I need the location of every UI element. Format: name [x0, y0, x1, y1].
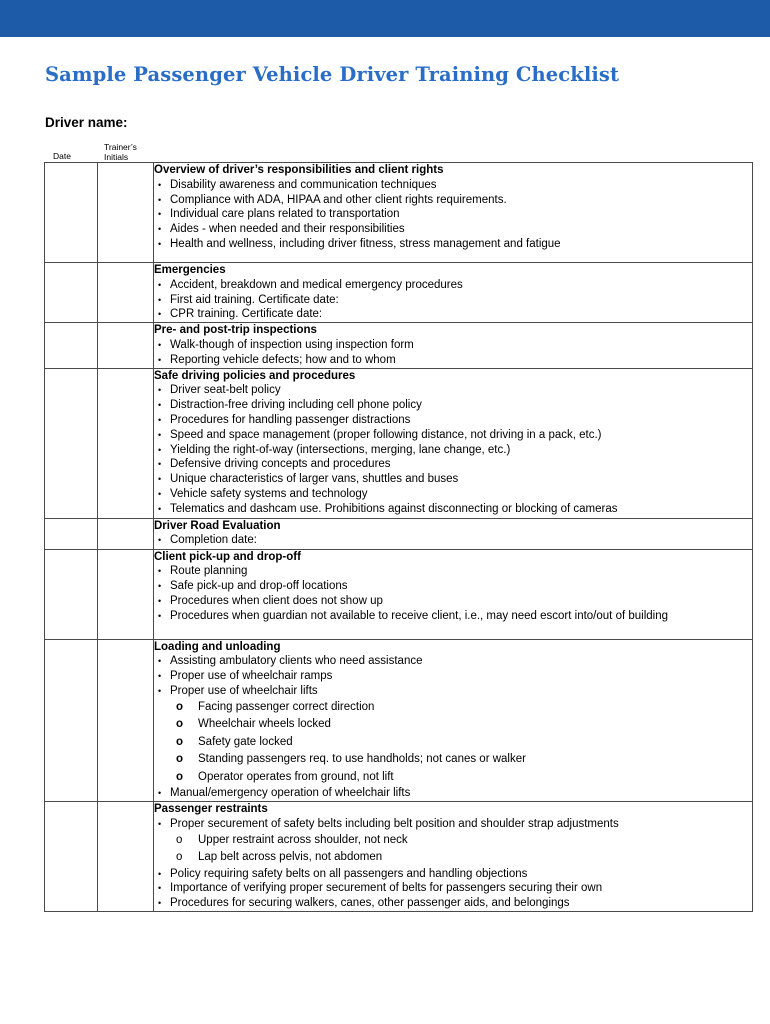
bullet-icon: •: [158, 503, 162, 514]
bullet-icon: •: [158, 194, 162, 205]
circle-bullet-icon: o: [176, 753, 184, 766]
date-cell[interactable]: [45, 323, 98, 368]
bullet-icon: •: [158, 414, 162, 425]
item-list: [154, 178, 752, 252]
section-title: Loading and unloading: [154, 640, 281, 653]
initials-cell[interactable]: [98, 323, 154, 368]
bullet-icon: •: [158, 294, 162, 305]
date-cell[interactable]: [45, 639, 98, 801]
section-row-emergencies: [45, 263, 753, 323]
section-title: Pre- and post-trip inspections: [154, 324, 317, 337]
bullet-icon: •: [158, 179, 162, 190]
section-row-road-evaluation: [45, 518, 753, 549]
checklist-item: • Driver seat-belt policy: [158, 384, 281, 397]
bullet-icon: •: [158, 385, 162, 396]
section-row-overview: [45, 163, 753, 263]
checklist-item: • Assisting ambulatory clients who need assistance: [158, 655, 423, 668]
top-banner: [0, 0, 770, 37]
sub-item-list: [154, 832, 752, 867]
item-list: [154, 278, 752, 322]
checklist-item: • Importance of verifying proper securement of belts for passengers securing their own: [158, 882, 603, 895]
bullet-icon: •: [158, 400, 162, 411]
date-column-header: Date: [53, 151, 71, 161]
section-content: [154, 323, 753, 368]
checklist-subitem: o Standing passengers req. to use handholds; not canes or walker: [154, 751, 752, 769]
bullet-icon: •: [158, 535, 162, 546]
trainer-header-line2: Initials: [104, 151, 129, 162]
initials-cell[interactable]: [98, 368, 154, 518]
sub-item-list: [154, 699, 752, 787]
bullet-icon: •: [158, 868, 162, 879]
initials-cell[interactable]: [98, 639, 154, 801]
initials-cell[interactable]: [98, 518, 154, 549]
bullet-icon: •: [158, 685, 162, 696]
date-cell[interactable]: [45, 368, 98, 518]
date-cell[interactable]: [45, 549, 98, 639]
bullet-icon: •: [158, 488, 162, 499]
checklist-subitem: o Wheelchair wheels locked: [154, 716, 752, 734]
bullet-icon: •: [158, 898, 162, 909]
circle-bullet-icon: o: [176, 833, 183, 846]
checklist-item: • CPR training. Certificate date:: [158, 308, 323, 321]
checklist-item: • Distraction-free driving including cell phone policy: [158, 399, 422, 412]
trainer-header-line1: Trainer’s: [104, 142, 137, 152]
checklist-item: • Aides - when needed and their responsibilities: [158, 223, 405, 236]
checklist-item: • Proper use of wheelchair lifts: [158, 684, 318, 697]
checklist-item: • Individual care plans related to transportation: [158, 208, 400, 221]
circle-bullet-icon: o: [176, 700, 184, 713]
bullet-icon: •: [158, 309, 162, 320]
checklist-item: • Reporting vehicle defects; how and to whom: [158, 353, 396, 366]
initials-cell[interactable]: [98, 263, 154, 323]
trainer-initials-column-header: [104, 143, 137, 162]
bullet-icon: •: [158, 671, 162, 682]
bullet-icon: •: [158, 566, 162, 577]
initials-cell[interactable]: [98, 802, 154, 912]
bullet-icon: •: [158, 429, 162, 440]
checklist-item: • Completion date:: [158, 534, 257, 547]
initials-cell[interactable]: [98, 163, 154, 263]
checklist-item: • Route planning: [158, 565, 248, 578]
item-list: [154, 654, 752, 698]
checklist-item: • Accident, breakdown and medical emergency procedures: [158, 278, 463, 291]
bullet-icon: •: [158, 474, 162, 485]
date-cell[interactable]: [45, 163, 98, 263]
checklist-item: • Manual/emergency operation of wheelchair lifts: [158, 787, 411, 800]
section-row-safe-driving: [45, 368, 753, 518]
item-list: [154, 338, 752, 368]
bullet-icon: •: [158, 279, 162, 290]
checklist-item: • Yielding the right-of-way (intersections, merging, lane change, etc.): [158, 443, 511, 456]
section-content: [154, 368, 753, 518]
checklist-item: • Compliance with ADA, HIPAA and other client rights requirements.: [158, 193, 507, 206]
section-title: Passenger restraints: [154, 803, 268, 816]
bullet-icon: •: [158, 581, 162, 592]
checklist-subitem: o Lap belt across pelvis, not abdomen: [154, 849, 752, 867]
section-row-pickup-dropoff: [45, 549, 753, 639]
checklist-item: • Unique characteristics of larger vans, shuttles and buses: [158, 473, 459, 486]
circle-bullet-icon: o: [176, 718, 184, 731]
initials-cell[interactable]: [98, 549, 154, 639]
section-row-loading-unloading: [45, 639, 753, 801]
circle-bullet-icon: o: [176, 735, 184, 748]
section-row-passenger-restraints: [45, 802, 753, 912]
checklist-item: • Telematics and dashcam use. Prohibitions against disconnecting or blocking of cameras: [158, 502, 618, 515]
checklist-item: • Speed and space management (proper following distance, not driving in a pack, etc.): [158, 428, 602, 441]
section-content: [154, 163, 753, 263]
bullet-icon: •: [158, 209, 162, 220]
checklist-item: • Health and wellness, including driver fitness, stress management and fatigue: [158, 237, 561, 250]
checklist-subitem: o Facing passenger correct direction: [154, 699, 752, 717]
section-title: Driver Road Evaluation: [154, 519, 281, 532]
checklist-item: • Procedures when guardian not available to receive client, i.e., may need escort into/out of building: [158, 609, 668, 622]
driver-name-label: Driver name:: [45, 115, 128, 130]
section-title: Client pick-up and drop-off: [154, 550, 301, 563]
bullet-icon: •: [158, 883, 162, 894]
section-content: [154, 263, 753, 323]
bullet-icon: •: [158, 610, 162, 621]
item-list: [154, 786, 752, 801]
item-list: [154, 383, 752, 516]
checklist-subitem: o Safety gate locked: [154, 734, 752, 752]
page-title: Sample Passenger Vehicle Driver Training Checklist: [45, 63, 620, 86]
checklist-item: • Procedures for securing walkers, canes, other passenger aids, and belongings: [158, 897, 570, 910]
item-list: [154, 564, 752, 623]
checklist-item: • Vehicle safety systems and technology: [158, 487, 368, 500]
bullet-icon: •: [158, 354, 162, 365]
bullet-icon: •: [158, 656, 162, 667]
checklist-subitem: o Upper restraint across shoulder, not neck: [154, 832, 752, 850]
bullet-icon: •: [158, 224, 162, 235]
checklist-item: • Walk-though of inspection using inspection form: [158, 338, 414, 351]
bullet-icon: •: [158, 444, 162, 455]
checklist-item: • Proper use of wheelchair ramps: [158, 670, 333, 683]
section-content: [154, 639, 753, 801]
date-cell[interactable]: [45, 518, 98, 549]
checklist-item: • Policy requiring safety belts on all passengers and handling objections: [158, 867, 528, 880]
section-title: Overview of driver’s responsibilities and client rights: [154, 164, 444, 176]
checklist-item: • Safe pick-up and drop-off locations: [158, 580, 348, 593]
item-list: [154, 817, 752, 832]
section-content: [154, 549, 753, 639]
bullet-icon: •: [158, 818, 162, 829]
circle-bullet-icon: o: [176, 851, 183, 864]
bullet-icon: •: [158, 459, 162, 470]
checklist-item: • First aid training. Certificate date:: [158, 293, 339, 306]
bullet-icon: •: [158, 339, 162, 350]
item-list: [154, 533, 752, 548]
checklist-subitem: o Operator operates from ground, not lift: [154, 769, 752, 787]
bullet-icon: •: [158, 788, 162, 799]
circle-bullet-icon: o: [176, 770, 184, 783]
section-content: [154, 518, 753, 549]
section-title: Safe driving policies and procedures: [154, 369, 356, 382]
date-cell[interactable]: [45, 802, 98, 912]
item-list: [154, 867, 752, 911]
bullet-icon: •: [158, 238, 162, 249]
section-content: [154, 802, 753, 912]
checklist-item: • Proper securement of safety belts including belt position and shoulder strap adjustments: [158, 817, 619, 830]
bullet-icon: •: [158, 595, 162, 606]
section-title: Emergencies: [154, 264, 226, 276]
date-cell[interactable]: [45, 263, 98, 323]
checklist-item: • Procedures when client does not show up: [158, 594, 383, 607]
checklist-item: • Procedures for handling passenger distractions: [158, 413, 411, 426]
training-checklist-table: [44, 162, 753, 912]
checklist-item: • Defensive driving concepts and procedures: [158, 458, 391, 471]
section-row-inspections: [45, 323, 753, 368]
checklist-item: • Disability awareness and communication techniques: [158, 178, 437, 191]
